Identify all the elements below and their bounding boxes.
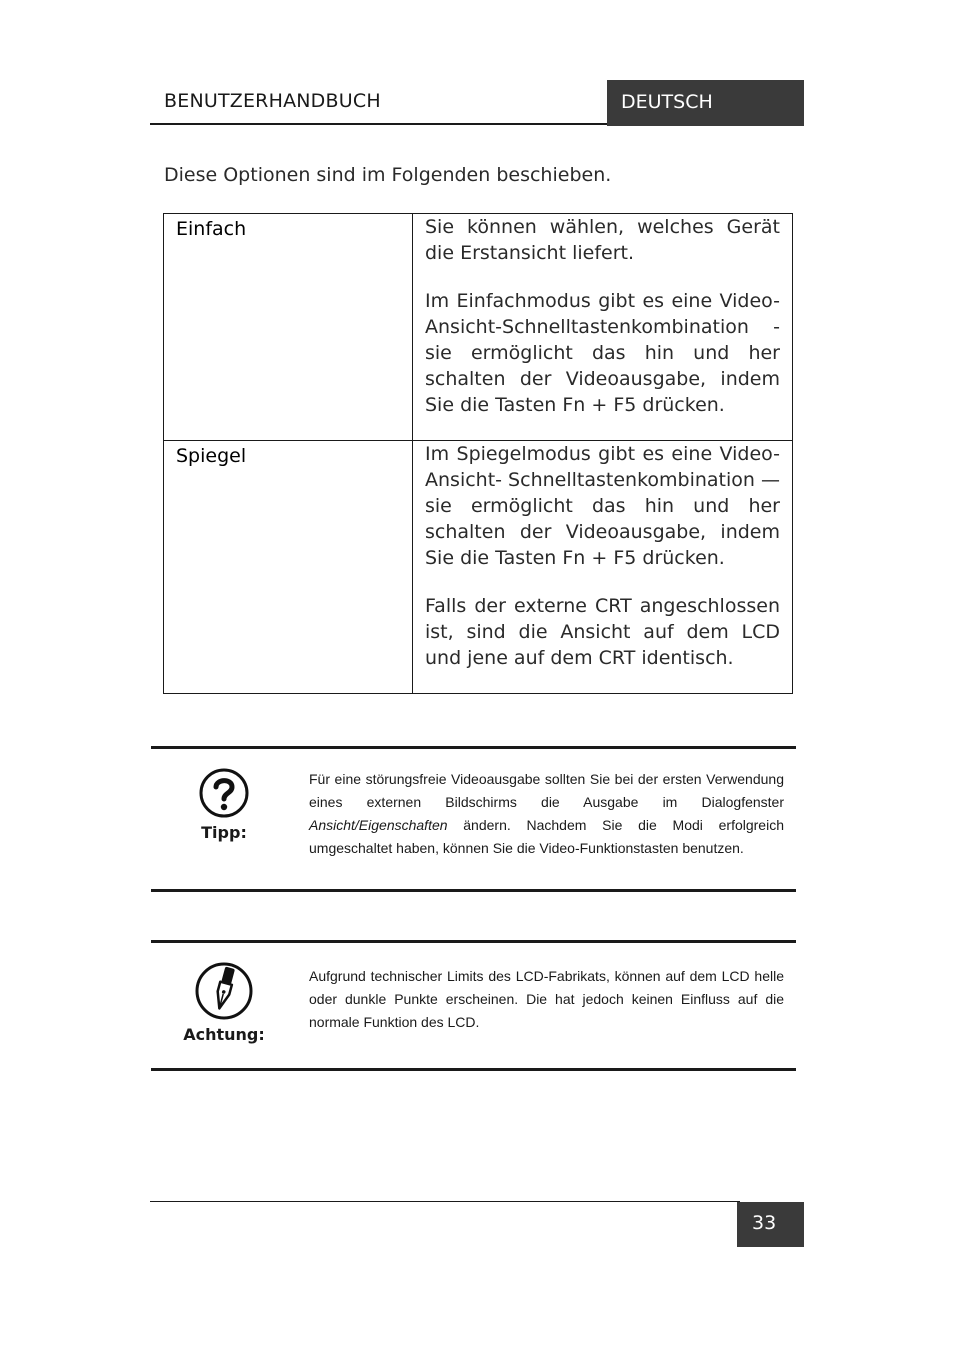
dialog-name: Ansicht/Eigenschaften — [309, 817, 448, 833]
table-row — [164, 441, 793, 694]
caution-text: Aufgrund technischer Limits des LCD-Fabrikats, können auf dem LCD helle oder dunkle Punkte erscheinen. Die hat jedoch keinen Einfluss auf die normale Funktion des LCD. — [309, 968, 784, 1030]
option-description — [413, 441, 793, 694]
intro-text: Diese Optionen sind im Folgenden beschieben. — [164, 164, 612, 186]
page-number: 33 — [737, 1202, 804, 1247]
caution-label: Achtung: — [183, 1025, 265, 1044]
option-term: Einfach — [164, 214, 413, 441]
table-row — [164, 214, 793, 441]
option-description — [413, 214, 793, 441]
tip-label: Tipp: — [201, 823, 247, 842]
footer-rule — [150, 1201, 740, 1202]
option-paragraph: Im Einfachmodus gibt es eine Video-Ansicht-Schnelltastenkombination - sie ermöglicht das hin und her schalten der Videoausgabe, indem Sie die Tasten Fn + F5 drücken. — [425, 290, 780, 416]
language-tab: DEUTSCH — [607, 80, 804, 126]
caution-box — [151, 940, 796, 1071]
option-paragraph: Falls der externe CRT angeschlossen ist, sind die Ansicht auf dem LCD und jene auf dem CRT identisch. — [425, 595, 780, 669]
tip-box — [151, 746, 796, 892]
option-paragraph: Im Spiegelmodus gibt es eine Video-Ansicht- Schnelltastenkombination — sie ermöglicht das hin und her schalten der Videoausgabe, indem Sie die Tasten Fn + F5 drücken. — [425, 443, 780, 569]
option-paragraph: Sie können wählen, welches Gerät die Erstansicht liefert. — [425, 216, 780, 264]
manual-title: BENUTZERHANDBUCH — [164, 90, 381, 112]
tip-text — [309, 768, 784, 860]
pen-nib-icon — [194, 961, 254, 1021]
options-table — [163, 213, 793, 694]
tip-text-part: Für eine störungsfreie Videoausgabe sollten Sie bei der ersten Verwendung eines externen Bildschirms die Ausgabe im Dialogfenster — [309, 771, 784, 810]
tip-text-part: ändern. Nachdem Sie die Modi erfolgreich umgeschaltet haben, können Sie die Video-Funktionstasten benutzen. — [309, 817, 784, 856]
question-mark-icon — [198, 767, 250, 819]
option-term: Spiegel — [164, 441, 413, 694]
header-rule — [150, 123, 610, 125]
